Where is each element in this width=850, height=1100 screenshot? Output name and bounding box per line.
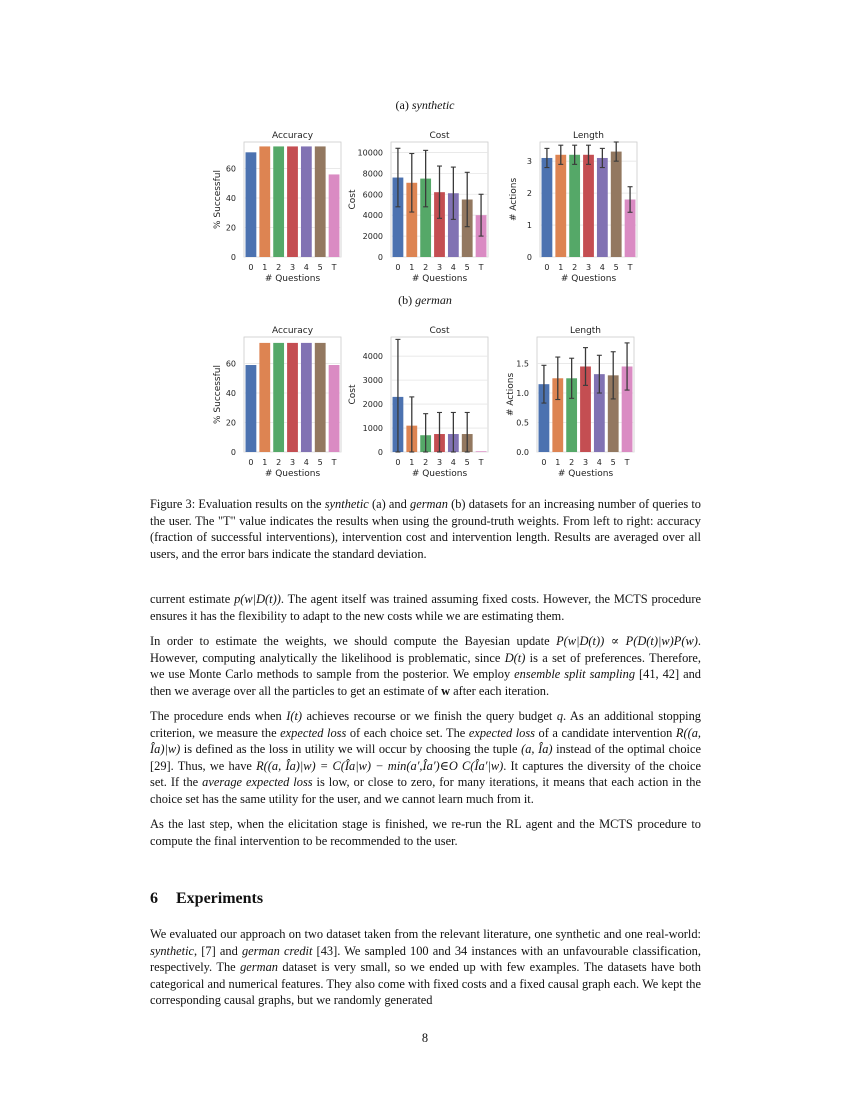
y-tick-label: 40 [225, 194, 236, 204]
y-tick-label: 3000 [362, 376, 383, 386]
y-tick-label: 20 [225, 223, 236, 233]
x-tick-label: 4 [596, 458, 602, 467]
x-tick-label: T [331, 458, 337, 467]
y-tick-label: 2000 [362, 400, 383, 410]
y-axis-label: % Successful [213, 169, 223, 230]
y-axis-label: % Successful [213, 364, 223, 425]
y-tick-label: 4000 [362, 211, 383, 221]
chart-a-accuracy [213, 131, 341, 284]
x-tick-label: 2 [423, 458, 429, 467]
panel-b-label: (b) german [398, 293, 452, 307]
bar [273, 146, 284, 257]
x-axis-label: # Questions [557, 469, 614, 479]
x-axis-label: # Questions [264, 274, 321, 284]
x-tick-label: 2 [276, 263, 282, 272]
x-tick-label: 2 [572, 263, 578, 272]
chart-title: Cost [429, 326, 450, 336]
x-tick-label: 0 [395, 458, 401, 467]
y-tick-label: 0 [377, 253, 383, 262]
bar [555, 155, 566, 257]
x-tick-label: 1 [555, 458, 561, 467]
x-tick-label: 4 [599, 263, 605, 272]
paragraph-last-step: As the last step, when the elicitation stage is finished, we re-run the RL agent and the MCTS procedure to compute the final intervention to be recommended to the user. [150, 817, 701, 848]
chart-a-cost [348, 131, 488, 284]
bar [329, 365, 340, 452]
y-tick-label: 3 [526, 157, 532, 167]
page-number: 8 [421, 1031, 429, 1045]
y-tick-label: 8000 [362, 169, 383, 179]
bar [583, 155, 594, 257]
x-tick-label: 2 [423, 263, 429, 272]
figure-row-synthetic [0, 120, 850, 290]
x-tick-label: 3 [289, 263, 296, 272]
panel-a-label: (a) synthetic [395, 98, 455, 112]
x-axis-label: # Questions [264, 469, 321, 479]
x-tick-label: 3 [585, 263, 592, 272]
chart-title: Accuracy [271, 326, 314, 336]
bar [273, 343, 284, 452]
x-tick-label: 3 [436, 458, 443, 467]
chart-title: Length [569, 326, 602, 336]
chart-a-length [509, 131, 637, 284]
paragraph-current-estimate: current estimate p(w|D(t)). The agent itself was trained assuming fixed costs. However, the MCTS procedure ensures it has the flexibility to adapt to the new costs while we are estimating them. [150, 592, 701, 623]
y-tick-label: 20 [225, 418, 236, 428]
x-tick-label: T [331, 263, 337, 272]
x-tick-label: 4 [303, 458, 309, 467]
paragraph-datasets: We evaluated our approach on two dataset taken from the relevant literature, one synthetic and one real-world: synthetic, [7] and german credit [43]. We sampled 100 and 34 instances with an unfavourable classification, respectively. The german dataset is very small, so we ended up with few examples. The datasets have both categorical and numerical features. They also come with fixed costs and a fixed causal graph each. We kept the corresponding causal graphs, but we randomly generated [150, 927, 702, 1007]
bar [259, 146, 270, 257]
y-tick-label: 40 [225, 389, 236, 399]
bar [569, 155, 580, 257]
y-tick-label: 1000 [362, 424, 383, 434]
chart-title: Accuracy [271, 131, 314, 141]
y-tick-label: 0 [230, 448, 236, 457]
x-tick-label: 1 [558, 263, 564, 272]
chart-title: Cost [429, 131, 450, 141]
y-tick-label: 0 [377, 448, 383, 457]
bar [476, 451, 487, 452]
x-tick-label: 5 [613, 263, 619, 272]
x-tick-label: 5 [464, 458, 470, 467]
x-axis-label: # Questions [411, 274, 468, 284]
x-tick-label: T [478, 263, 484, 272]
bar [315, 343, 326, 452]
x-tick-label: 0 [395, 263, 401, 272]
figure-row-german [0, 315, 850, 485]
body-text [150, 591, 701, 858]
y-tick-label: 2000 [362, 232, 383, 242]
y-tick-label: 10000 [357, 148, 383, 158]
y-tick-label: 6000 [362, 190, 383, 200]
y-tick-label: 0 [526, 253, 532, 262]
bar [329, 174, 340, 257]
x-tick-label: T [478, 458, 484, 467]
y-tick-label: 0.5 [516, 418, 529, 428]
x-tick-label: 1 [409, 458, 415, 467]
x-tick-label: 1 [409, 263, 415, 272]
x-tick-label: 3 [289, 458, 296, 467]
chart-title: Length [572, 131, 605, 141]
x-tick-label: 5 [610, 458, 616, 467]
x-tick-label: 2 [569, 458, 575, 467]
chart-b-length [506, 326, 634, 479]
y-axis-label: # Actions [506, 372, 516, 417]
bar [301, 146, 312, 257]
x-tick-label: 4 [303, 263, 309, 272]
section-heading-experiments: 6 Experiments [150, 890, 264, 907]
y-tick-label: 60 [225, 359, 236, 369]
bar [287, 146, 298, 257]
figure-caption: Figure 3: Evaluation results on the synthetic (a) and german (b) datasets for an increasing number of queries to the user. The "T" value indicates the results when using the ground-truth weights. From left to right: accuracy (fraction of successful interventions), intervention cost and intervention length. Results are averaged over all users, and the error bars indicate the standard deviation. [150, 497, 701, 561]
bar [301, 343, 312, 452]
chart-b-cost [348, 326, 488, 479]
x-tick-label: 0 [541, 458, 547, 467]
x-tick-label: 5 [317, 263, 323, 272]
bar [259, 343, 270, 452]
x-tick-label: 4 [450, 263, 456, 272]
bar [597, 158, 608, 257]
x-tick-label: 1 [262, 458, 268, 467]
x-tick-label: T [627, 263, 633, 272]
bar [246, 365, 257, 452]
y-tick-label: 0 [230, 253, 236, 262]
bar [611, 152, 622, 257]
x-axis-label: # Questions [560, 274, 617, 284]
y-axis-label: # Actions [509, 177, 519, 222]
paragraph-bayesian-update: In order to estimate the weights, we should compute the Bayesian update P(w|D(t)) ∝ P(D(t)|w)P(w). However, computing analytically the likelihood is problematic, since D(t) is a set of preferences. Therefore, we use Monte Carlo methods to sample from the posterior. We employ ensemble split sampling [41, 42] and then we average over all the particles to get an estimate of w after each iteration. [150, 634, 701, 698]
x-tick-label: 3 [436, 263, 443, 272]
x-tick-label: 3 [582, 458, 589, 467]
x-tick-label: 0 [248, 458, 254, 467]
x-tick-label: T [624, 458, 630, 467]
y-tick-label: 1 [526, 221, 532, 231]
bar [287, 343, 298, 452]
y-tick-label: 2 [526, 189, 532, 199]
chart-b-accuracy [213, 326, 341, 479]
y-tick-label: 1.5 [516, 359, 529, 369]
x-tick-label: 5 [464, 263, 470, 272]
x-tick-label: 0 [544, 263, 550, 272]
x-tick-label: 1 [262, 263, 268, 272]
x-tick-label: 0 [248, 263, 254, 272]
x-tick-label: 4 [450, 458, 456, 467]
x-tick-label: 5 [317, 458, 323, 467]
x-axis-label: # Questions [411, 469, 468, 479]
y-tick-label: 4000 [362, 352, 383, 362]
y-axis-label: Cost [348, 384, 358, 405]
x-tick-label: 2 [276, 458, 282, 467]
paragraph-procedure-ends: The procedure ends when I(t) achieves recourse or we finish the query budget q. As an additional stopping criterion, we measure the expected loss of each choice set. The expected loss of a candidate intervention R((a, Îa)|w) is defined as the loss in utility we will occur by choosing the tuple (a, Îa) instead of the optimal choice [29]. Thus, we have R((a, Îa)|w) = C(Îa|w) − min(a′,Îa′)∈O C(Îa′|w). It captures the diversity of the choice set. If the average expected loss is low, or close to zero, for many iterations, it means that each action in the choice set has the same utility for the user, and we cannot learn much from it. [150, 709, 702, 806]
y-axis-label: Cost [348, 189, 358, 210]
experiments-text [150, 926, 701, 1018]
bar [315, 146, 326, 257]
y-tick-label: 1.0 [516, 389, 529, 399]
y-tick-label: 60 [225, 164, 236, 174]
bar [542, 158, 553, 257]
y-tick-label: 0.0 [516, 448, 529, 457]
bar [246, 152, 257, 257]
